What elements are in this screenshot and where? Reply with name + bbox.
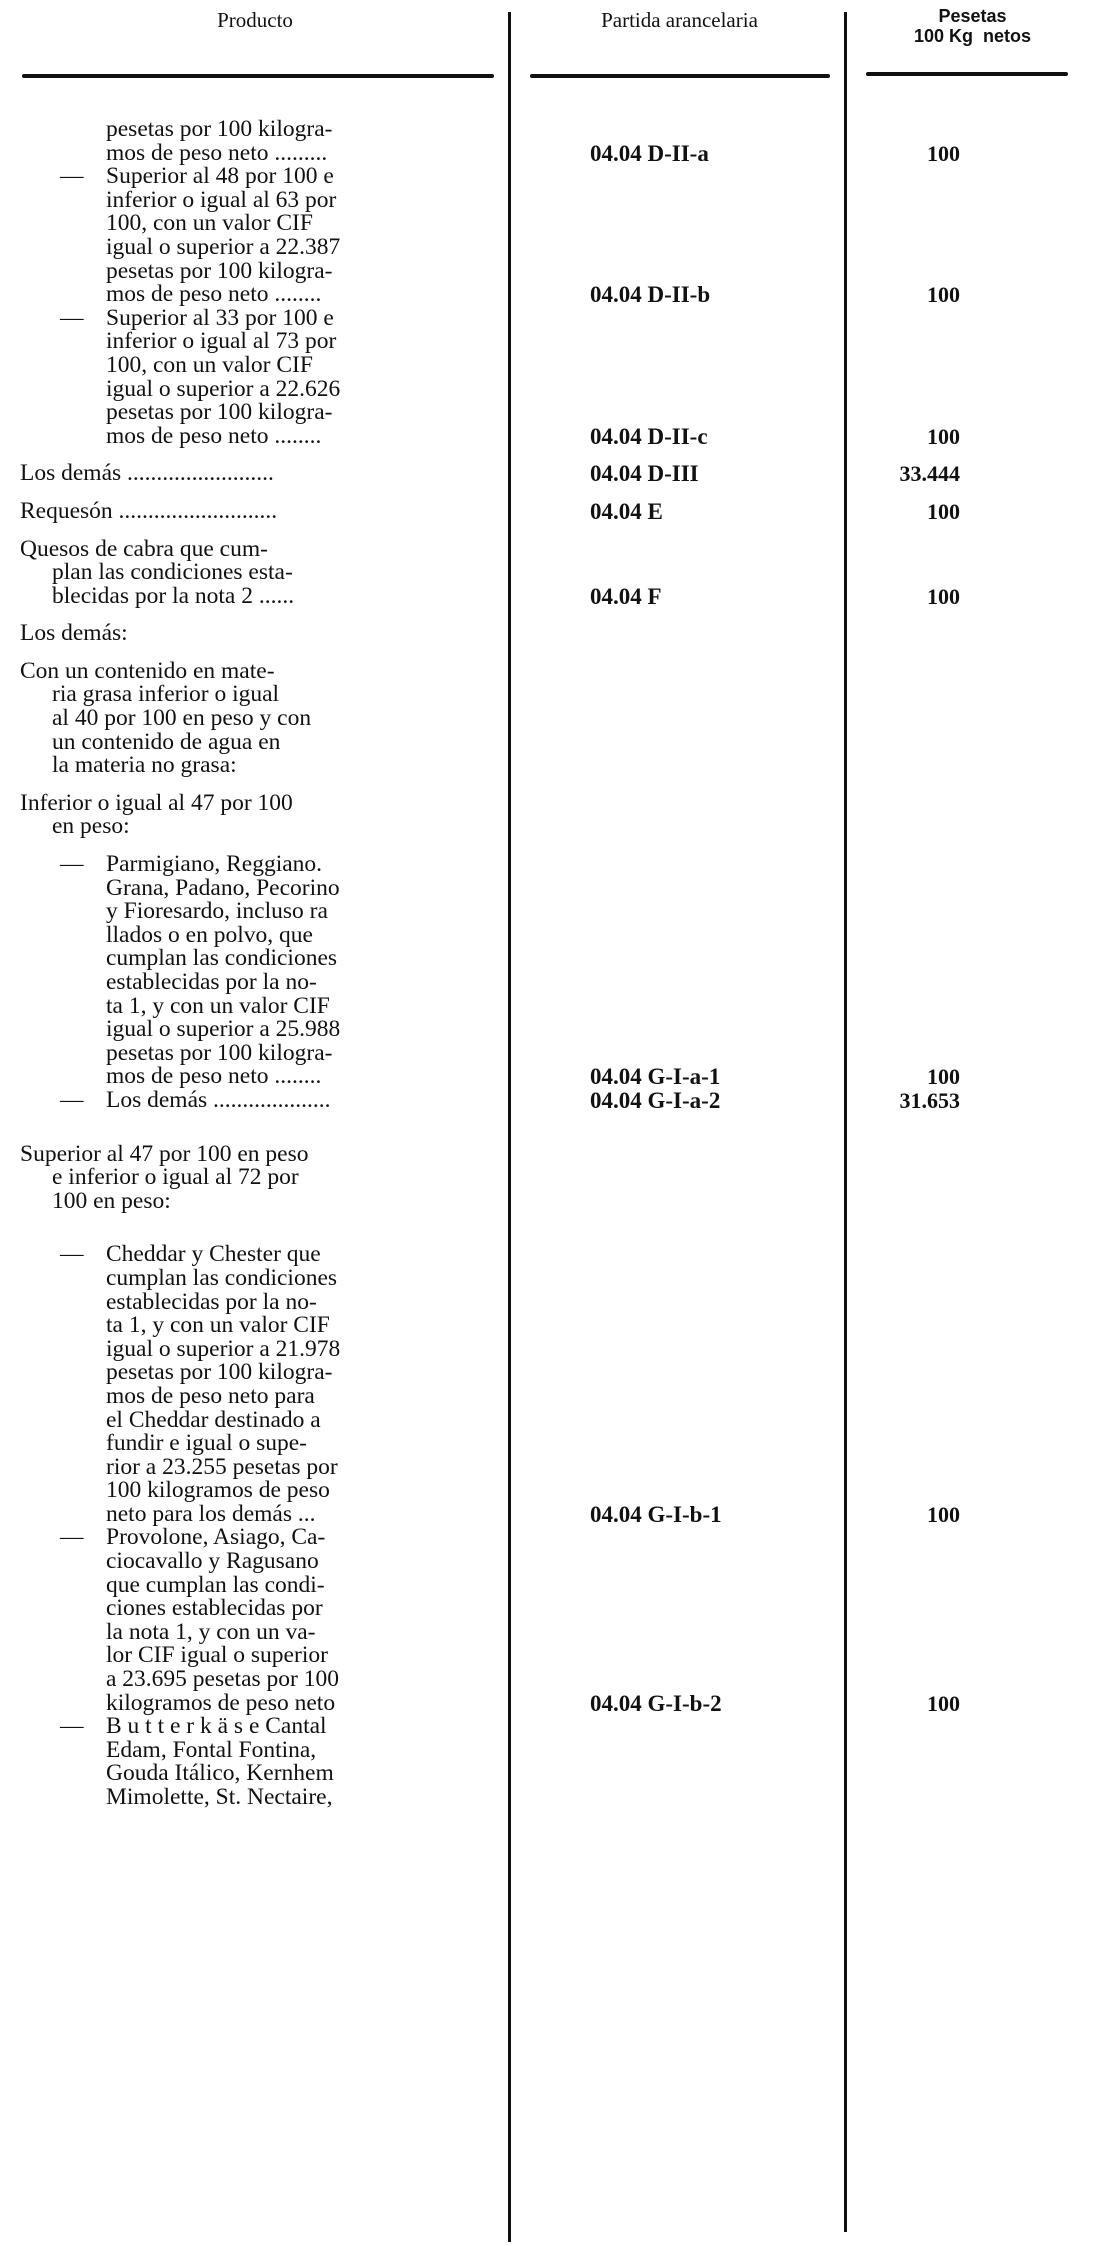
em-dash-bullet: — <box>60 1243 84 1267</box>
product-description <box>0 1089 510 1113</box>
description-text: mos de peso neto para <box>106 1384 315 1409</box>
description-line <box>0 1479 502 1503</box>
description-text: kilogramos de peso neto <box>106 1691 336 1716</box>
duty-value: 100 <box>927 1690 960 1716</box>
description-line <box>0 1786 502 1810</box>
description-text: 100 kilogramos de peso <box>106 1479 330 1503</box>
description-text: que cumplan las condi- <box>106 1573 325 1598</box>
em-dash-bullet: — <box>60 306 84 331</box>
em-dash-bullet: — <box>60 853 84 877</box>
description-text: ciocavallo y Ragusano <box>106 1550 319 1574</box>
header-rule-pesetas <box>866 72 1068 76</box>
description-text: ta 1, y con un valor CIF <box>106 1314 330 1338</box>
tariff-code: 04.04 F <box>590 583 662 609</box>
description-text: inferior o igual al 73 por <box>106 330 337 354</box>
description-line <box>0 1550 502 1574</box>
description-text: 100, con un valor CIF <box>106 212 313 236</box>
tariff-code: 04.04 E <box>590 498 663 524</box>
description-line <box>0 1526 502 1550</box>
description-line <box>0 1267 502 1291</box>
description-line <box>0 815 502 839</box>
table-row <box>0 165 1095 307</box>
description-line <box>0 1042 502 1066</box>
product-description <box>0 1715 510 1809</box>
duty-value: 100 <box>927 423 960 449</box>
column-header-partida-arancelaria: Partida arancelaria <box>601 8 758 32</box>
table-row <box>0 538 1095 609</box>
description-line <box>0 660 502 684</box>
product-description <box>0 792 510 839</box>
duty-value: 100 <box>927 498 960 524</box>
description-text: Grana, Padano, Pecorino <box>106 876 340 901</box>
description-line <box>0 731 502 755</box>
description-text: Mimolette, St. Nectaire, <box>106 1786 333 1810</box>
description-text: Provolone, Asiago, Ca- <box>106 1526 326 1551</box>
row-spacer <box>0 524 1095 538</box>
description-line <box>0 1089 502 1113</box>
description-line <box>0 1409 502 1433</box>
description-line <box>0 1190 502 1214</box>
product-description <box>0 1526 510 1715</box>
description-text: Superior al 33 por 100 e <box>106 306 334 331</box>
tariff-code: 04.04 D-II-b <box>590 282 711 308</box>
description-text: un contenido de agua en <box>52 730 281 755</box>
description-text: Parmigiano, Reggiano. <box>106 853 323 877</box>
description-text: Edam, Fontal Fontina, <box>106 1738 317 1763</box>
description-text: Con un contenido en mate- <box>20 659 275 684</box>
table-row <box>0 307 1095 449</box>
description-text: igual o superior a 25.988 <box>106 1018 341 1042</box>
description-line <box>0 1291 502 1315</box>
description-line <box>0 1456 502 1480</box>
description-line <box>0 1432 502 1456</box>
tariff-table <box>0 118 1095 1810</box>
description-line <box>0 947 502 971</box>
description-line <box>0 1668 502 1692</box>
description-text: Cheddar y Chester que <box>106 1243 321 1267</box>
description-line <box>0 1621 502 1645</box>
description-text: pesetas por 100 kilogra- <box>106 1041 333 1066</box>
description-text: mos de peso neto ......... <box>106 141 328 166</box>
description-text: cumplan las condiciones <box>106 947 338 971</box>
row-spacer <box>0 839 1095 853</box>
description-line <box>0 1143 502 1167</box>
description-line <box>0 1243 502 1267</box>
tariff-code: 04.04 G-I-a-2 <box>590 1087 721 1113</box>
description-text: igual o superior a 21.978 <box>106 1337 341 1362</box>
table-row <box>0 500 1095 524</box>
description-line <box>0 1361 502 1385</box>
description-text: la materia no grasa: <box>52 754 237 778</box>
row-spacer <box>0 646 1095 660</box>
description-line <box>0 683 502 707</box>
description-text: 100, con un valor CIF <box>106 353 313 378</box>
description-line <box>0 236 502 260</box>
description-line <box>0 754 502 778</box>
description-line <box>0 354 502 378</box>
description-line <box>0 971 502 995</box>
description-line <box>0 401 502 425</box>
description-line <box>0 1385 502 1409</box>
description-line <box>0 307 502 331</box>
description-text: pesetas por 100 kilogra- <box>106 259 333 284</box>
description-line <box>0 585 502 609</box>
duty-value: 100 <box>927 140 960 166</box>
description-text: llados o en polvo, que <box>106 923 313 948</box>
description-line <box>0 561 502 585</box>
description-line <box>0 1692 502 1716</box>
table-row <box>0 1526 1095 1715</box>
table-row <box>0 1243 1095 1526</box>
product-description <box>0 165 510 307</box>
description-text: Superior al 47 por 100 en peso <box>20 1142 309 1167</box>
description-text: Los demás .................... <box>106 1088 331 1113</box>
description-text: mos de peso neto ........ <box>106 283 322 307</box>
description-line <box>0 1065 502 1089</box>
description-line <box>0 1715 502 1739</box>
tariff-code: 04.04 G-I-a-1 <box>590 1064 721 1090</box>
description-text: Los demás: <box>20 622 128 646</box>
product-description <box>0 118 510 165</box>
description-text: Los demás ......................... <box>20 462 274 486</box>
description-text: Inferior o igual al 47 por 100 <box>20 791 293 816</box>
description-text: y Fioresardo, incluso ra <box>106 900 328 924</box>
description-line <box>0 707 502 731</box>
unit-label: 100 Kg netos <box>913 26 1032 46</box>
table-row <box>0 462 1095 486</box>
description-text: en peso: <box>52 815 130 840</box>
row-spacer <box>0 448 1095 462</box>
em-dash-bullet: — <box>60 1088 84 1113</box>
product-description <box>0 1243 510 1526</box>
em-dash-bullet: — <box>60 165 84 189</box>
pesetas-label: Pesetas <box>938 6 1007 26</box>
duty-value: 33.444 <box>899 461 960 487</box>
table-row <box>0 622 1095 646</box>
description-line <box>0 165 502 189</box>
description-text: ria grasa inferior o igual <box>52 683 280 708</box>
row-spacer <box>0 778 1095 792</box>
product-description <box>0 500 510 524</box>
description-text: blecidas por la nota 2 ...... <box>52 584 295 609</box>
description-line <box>0 500 502 524</box>
description-text: mos de peso neto ........ <box>106 1065 322 1089</box>
description-line <box>0 189 502 213</box>
description-text: neto para los demás ... <box>106 1502 316 1527</box>
description-text: el Cheddar destinado a <box>106 1408 321 1433</box>
tariff-code: 04.04 G-I-b-1 <box>590 1501 722 1527</box>
tariff-code: 04.04 D-III <box>590 461 699 487</box>
description-line <box>0 1644 502 1668</box>
description-line <box>0 877 502 901</box>
description-line <box>0 622 502 646</box>
duty-value: 100 <box>927 1501 960 1527</box>
product-description <box>0 660 510 778</box>
description-text: plan las condiciones esta- <box>52 561 293 585</box>
row-spacer <box>0 1213 1095 1243</box>
description-line <box>0 1018 502 1042</box>
tariff-code: 04.04 G-I-b-2 <box>590 1690 722 1716</box>
description-text: la nota 1, y con un va- <box>106 1620 316 1645</box>
description-text: establecidas por la no- <box>106 1290 317 1315</box>
table-row <box>0 1089 1095 1113</box>
product-description <box>0 1143 510 1214</box>
product-description <box>0 307 510 449</box>
description-line <box>0 1166 502 1190</box>
table-row <box>0 853 1095 1089</box>
description-text: Superior al 48 por 100 e <box>106 165 334 189</box>
row-spacer <box>0 486 1095 500</box>
description-text: ta 1, y con un valor CIF <box>106 994 330 1019</box>
description-text: establecidas por la no- <box>106 971 317 995</box>
description-line <box>0 853 502 877</box>
product-description <box>0 462 510 486</box>
description-line <box>0 792 502 816</box>
duty-value: 31.653 <box>899 1087 960 1113</box>
description-text: Quesos de cabra que cum- <box>20 537 268 562</box>
description-text: Requesón ........................... <box>20 499 278 524</box>
description-line <box>0 1597 502 1621</box>
description-text: rior a 23.255 pesetas por <box>106 1455 338 1480</box>
em-dash-bullet: — <box>60 1526 84 1551</box>
column-header-pesetas <box>850 6 1095 46</box>
header-rule-partida <box>530 74 830 78</box>
tariff-code: 04.04 D-II-c <box>590 423 708 449</box>
description-text: mos de peso neto ........ <box>106 424 322 449</box>
description-text: inferior o igual al 63 por <box>106 188 337 213</box>
description-text: igual o superior a 22.387 <box>106 235 341 260</box>
product-description <box>0 538 510 609</box>
description-line <box>0 330 502 354</box>
table-row <box>0 792 1095 839</box>
description-line <box>0 142 502 166</box>
description-text: a 23.695 pesetas por 100 <box>106 1668 339 1692</box>
description-text: igual o superior a 22.626 <box>106 377 341 402</box>
description-line <box>0 425 502 449</box>
description-text: lor CIF igual o superior <box>106 1644 328 1669</box>
table-row <box>0 1143 1095 1214</box>
description-line <box>0 260 502 284</box>
description-line <box>0 1338 502 1362</box>
description-line <box>0 1314 502 1338</box>
description-line <box>0 1739 502 1763</box>
description-text: B u t t e r k ä s e Cantal <box>106 1715 327 1739</box>
description-line <box>0 283 502 307</box>
column-header-producto: Producto <box>217 8 293 32</box>
description-text: cumplan las condiciones <box>106 1266 338 1291</box>
description-line <box>0 1574 502 1598</box>
table-row <box>0 660 1095 778</box>
description-line <box>0 378 502 402</box>
duty-value: 100 <box>927 282 960 308</box>
description-line <box>0 995 502 1019</box>
description-text: pesetas por 100 kilogra- <box>106 1361 333 1385</box>
description-line <box>0 462 502 486</box>
row-spacer <box>0 1113 1095 1143</box>
duty-value: 100 <box>927 1064 960 1090</box>
description-text: al 40 por 100 en peso y con <box>52 707 312 731</box>
description-line <box>0 212 502 236</box>
description-text: ciones establecidas por <box>106 1597 323 1621</box>
description-line <box>0 1762 502 1786</box>
description-line <box>0 924 502 948</box>
description-line <box>0 118 502 142</box>
description-text: fundir e igual o supe- <box>106 1432 308 1456</box>
duty-value: 100 <box>927 583 960 609</box>
description-text: Gouda Itálico, Kernhem <box>106 1762 334 1786</box>
product-description <box>0 853 510 1089</box>
em-dash-bullet: — <box>60 1715 84 1739</box>
row-spacer <box>0 608 1095 622</box>
table-row <box>0 1715 1095 1809</box>
description-line <box>0 538 502 562</box>
table-row <box>0 118 1095 165</box>
description-line <box>0 900 502 924</box>
description-line <box>0 1503 502 1527</box>
description-text: pesetas por 100 kilogra- <box>106 401 333 425</box>
tariff-code: 04.04 D-II-a <box>590 140 709 166</box>
description-text: e inferior o igual al 72 por <box>52 1166 299 1190</box>
description-text: pesetas por 100 kilogra- <box>106 118 333 142</box>
description-text: 100 en peso: <box>52 1189 171 1214</box>
product-description <box>0 622 510 646</box>
header-rule-producto <box>22 74 494 78</box>
